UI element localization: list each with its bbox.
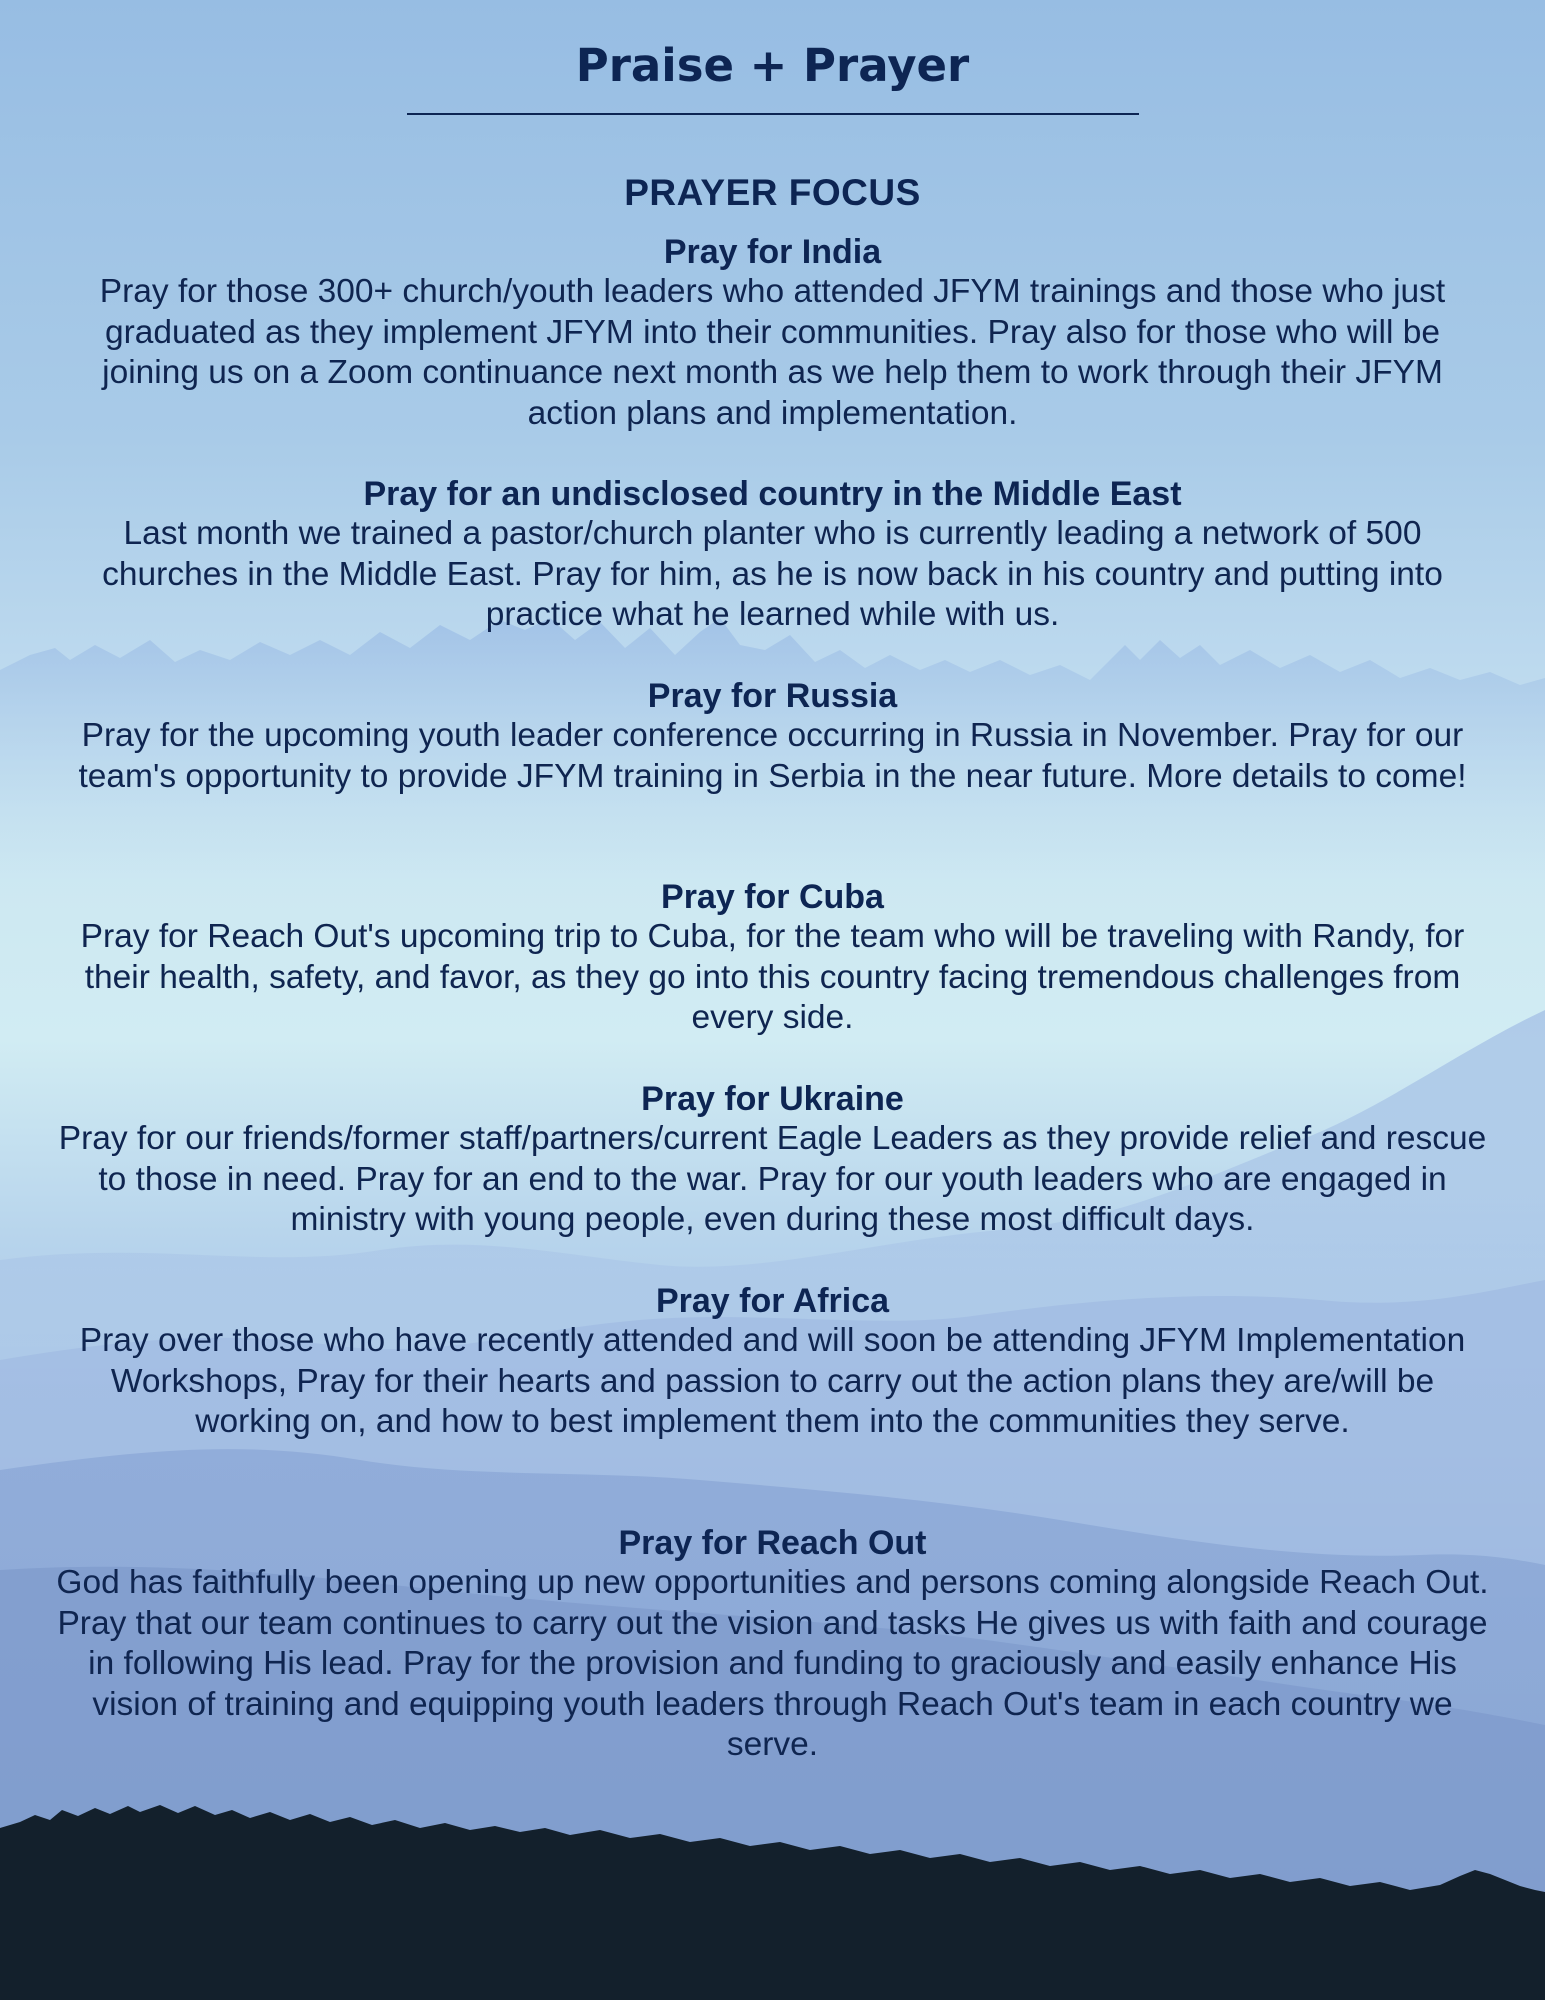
prayer-heading: Pray for Reach Out (618, 1524, 927, 1562)
prayer-body: Pray for those 300+ church/youth leaders who attended JFYM trainings and those who just graduated as they implement JFYM into their communities. Pray also for those who will be joining us on a Zoom continuance next month as we help them to work through their JFYM action plans and implementation. (99, 273, 1446, 432)
prayer-item-cuba (55, 877, 1490, 1039)
prayer-body: Pray for Reach Out's upcoming trip to Cuba, for the team who will be traveling with Randy, for their health, safety, and favor, as they go into this country facing tremendous challenges from every side. (80, 918, 1465, 1036)
prayer-item-middle-east (55, 474, 1490, 636)
prayer-heading: Pray for an undisclosed country in the Middle East (363, 475, 1182, 513)
prayer-heading: Pray for Russia (647, 677, 898, 715)
prayer-body: Last month we trained a pastor/church planter who is currently leading a network of 500 churches in the Middle East. Pray for him, as he is now back in his country and putting into practice what he learned while with us. (102, 515, 1443, 633)
prayer-item-india (55, 232, 1490, 434)
prayer-item-russia (55, 676, 1490, 797)
prayer-item-ukraine (55, 1079, 1490, 1241)
title-divider (407, 113, 1139, 115)
prayer-item-africa (55, 1281, 1490, 1443)
prayer-heading: Pray for India (663, 233, 882, 271)
section-heading: PRAYER FOCUS (624, 172, 921, 213)
prayer-item-reach-out (55, 1523, 1490, 1766)
prayer-body: Pray for our friends/former staff/partners/current Eagle Leaders as they provide relief and rescue to those in need. Pray for an end to the war. Pray for our youth leaders who are engaged in ministry with young people, even during these most difficult days. (58, 1120, 1487, 1238)
prayer-body: Pray for the upcoming youth leader conference occurring in Russia in November. Pray for our team's opportunity to provide JFYM training in Serbia in the near future. More details to come! (78, 717, 1467, 795)
prayer-heading: Pray for Africa (655, 1282, 890, 1320)
prayer-heading: Pray for Cuba (661, 878, 884, 916)
prayer-body: God has faithfully been opening up new opportunities and persons coming alongside Reach Out. Pray that our team continues to carry out the vision and tasks He gives us with faith and courage in following His lead. Pray for the provision and funding to graciously and easily enhance His vision of training and equipping youth leaders through Reach Out's team in each country we serve. (56, 1564, 1489, 1763)
prayer-body: Pray over those who have recently attended and will soon be attending JFYM Implementation Workshops, Pray for their hearts and passion to carry out the action plans they are/will be working on, and how to best implement them into the communities they serve. (79, 1322, 1466, 1440)
page-title: Praise + Prayer (575, 39, 970, 92)
prayer-heading: Pray for Ukraine (641, 1080, 904, 1118)
